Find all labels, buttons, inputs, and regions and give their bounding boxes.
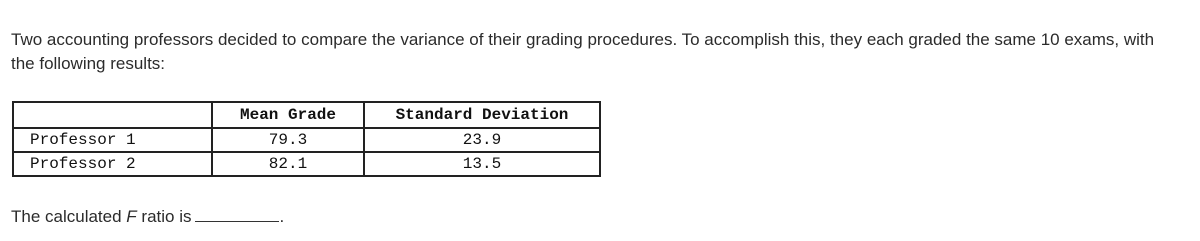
row-label: Professor 1: [13, 128, 212, 152]
standard-deviation-cell: 13.5: [364, 152, 600, 176]
grades-table: [12, 101, 601, 177]
header-mean-grade: Mean Grade: [212, 102, 364, 128]
question-prefix: The calculated: [11, 207, 127, 226]
mean-grade-cell: 82.1: [212, 152, 364, 176]
table-row: [13, 128, 600, 152]
mean-grade-cell: 79.3: [212, 128, 364, 152]
answer-blank[interactable]: [195, 204, 279, 222]
table-row: [13, 152, 600, 176]
f-variable: F: [126, 207, 137, 226]
question-text: [11, 204, 284, 229]
question-end: .: [279, 207, 285, 226]
table-header-row: [13, 102, 600, 128]
row-label: Professor 2: [13, 152, 212, 176]
problem-statement: Two accounting professors decided to compare the variance of their grading procedures. To accomplish this, they each graded the same 10 exams, with the following results:: [11, 30, 1155, 73]
header-empty-cell: [13, 102, 212, 128]
question-suffix: ratio is: [136, 207, 192, 226]
header-standard-deviation: Standard Deviation: [364, 102, 600, 128]
standard-deviation-cell: 23.9: [364, 128, 600, 152]
